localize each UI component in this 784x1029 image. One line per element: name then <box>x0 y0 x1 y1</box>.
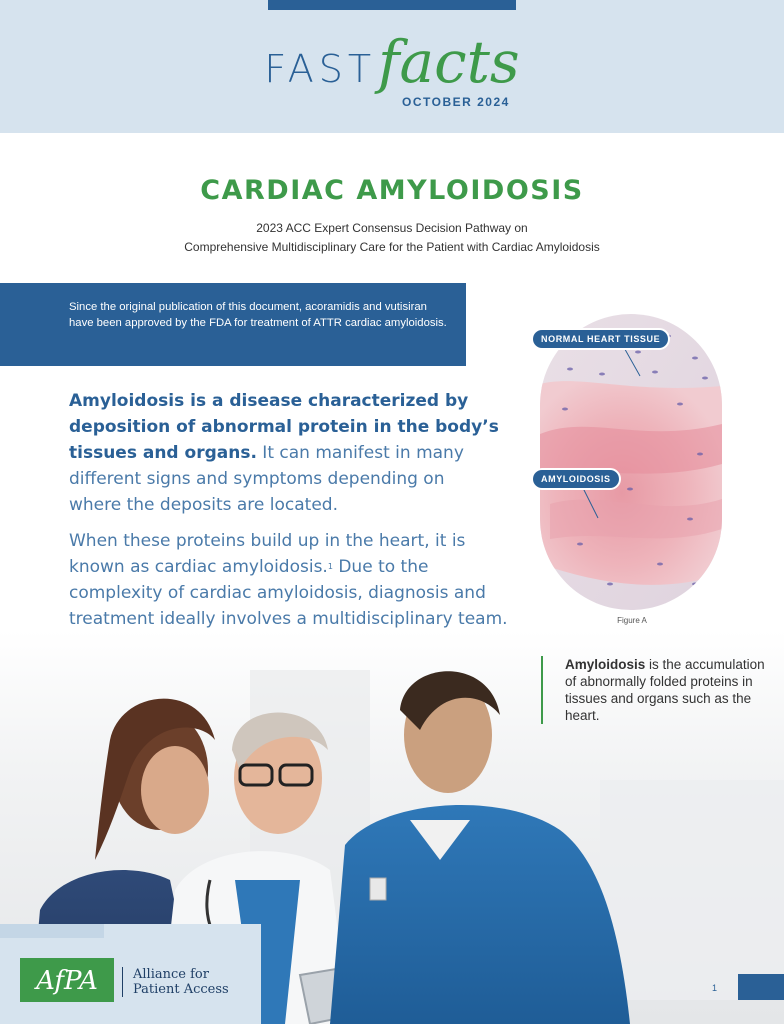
second-paragraph <box>69 528 509 632</box>
subtitle-line-1: 2023 ACC Expert Consensus Decision Pathway on <box>256 221 528 235</box>
definition-text: is the accumulation of abnormally folded proteins in tissues and organs such as the heart. <box>565 657 765 723</box>
lead-paragraph <box>69 388 499 518</box>
update-notice-text: Since the original publication of this document, acoramidis and vutisiran have been approved by the FDA for treatment of ATTR cardiac amyloidosis. <box>69 301 447 329</box>
org-name-line-2: Patient Access <box>133 982 229 997</box>
definition-term: Amyloidosis <box>565 657 646 672</box>
page-title: CARDIAC AMYLOIDOSIS <box>200 175 584 206</box>
para2-text-b: Due to the complexity of cardiac amyloidosis, diagnosis and treatment ideally involves a multidisciplinary team. <box>69 557 508 629</box>
lead-rest-text: It can manifest in many different signs and symptoms depending on where the deposits are located. <box>69 443 464 515</box>
figure-caption: Figure A <box>617 616 647 625</box>
logo-facts-text: facts <box>378 28 520 96</box>
org-name-line-1: Alliance for <box>133 967 209 982</box>
issue-date: OCTOBER 2024 <box>402 95 510 109</box>
normal-tissue-label: NORMAL HEART TISSUE <box>531 328 670 350</box>
logo-fast-text: FAST <box>264 47 377 91</box>
afpa-logo-text: AfPA <box>36 966 98 996</box>
subtitle-line-2: Comprehensive Multidisciplinary Care for the Patient with Cardiac Amyloidosis <box>184 240 600 254</box>
lead-bold-text: Amyloidosis is a disease characterized by deposition of abnormal protein in the body’s tissues and organs. <box>69 391 499 463</box>
afpa-logo-mark <box>20 958 114 1002</box>
page-number: 1 <box>712 983 718 993</box>
header-accent-bar <box>268 0 516 10</box>
page-subtitle <box>0 219 784 257</box>
fast-facts-logo <box>0 28 784 96</box>
footnote-ref: 1 <box>327 562 333 571</box>
page-number-tab <box>738 974 784 1000</box>
tissue-micrograph-image <box>540 314 722 610</box>
amyloidosis-label: AMYLOIDOSIS <box>531 468 621 490</box>
organization-name <box>122 967 229 997</box>
footer-logo-tab <box>0 924 104 938</box>
para2-text-a: When these proteins build up in the heart, it is known as cardiac amyloidosis. <box>69 531 466 577</box>
definition-sidebar <box>541 656 765 724</box>
